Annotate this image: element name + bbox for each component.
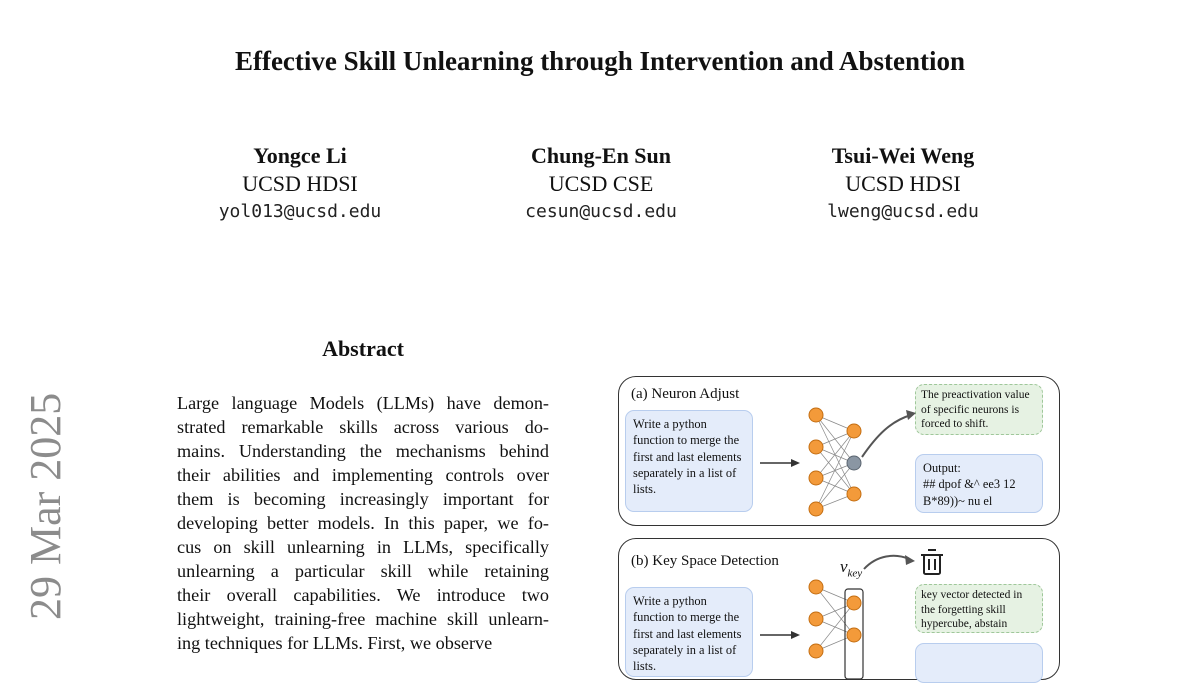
author-email[interactable]: yol013@ucsd.edu	[218, 201, 382, 222]
abstract-line: cus on skill unlearning in LLMs, specifically	[177, 537, 549, 557]
neuron	[809, 612, 823, 626]
abstract-line: mains. Understanding the mechanisms behind	[177, 441, 549, 461]
author-name: Yongce Li	[253, 143, 347, 168]
abstract-line: ing techniques for LLMs. First, we observe	[177, 633, 493, 653]
author-name: Tsui-Wei Weng	[831, 143, 975, 168]
panel-title: (a) Neuron Adjust	[631, 386, 740, 402]
abstract-line: developing better models. In this paper, we fo-	[177, 513, 549, 533]
input-arrowhead	[791, 459, 800, 467]
output-text: ## dpof &^ ee3 12 B*89))~ nu el	[923, 477, 1016, 508]
abstract-heading: Abstract	[322, 336, 404, 361]
author-email[interactable]: lweng@ucsd.edu	[827, 201, 979, 222]
prompt-box: Write a python function to merge the first and last elements separately in a list of lists.	[625, 410, 753, 512]
abstract-line: their abilities and implementing controls over	[177, 465, 549, 485]
key-space-diagram	[619, 539, 1059, 679]
note-box: The preactivation value of specific neurons is forced to shift.	[915, 384, 1043, 435]
neuron	[847, 424, 861, 438]
author-email[interactable]: cesun@ucsd.edu	[525, 201, 677, 222]
neuron	[809, 580, 823, 594]
arxiv-date-stamp: 29 Mar 2025	[21, 392, 70, 620]
panel-title: (b) Key Space Detection	[631, 553, 779, 569]
neuron	[847, 628, 861, 642]
figure-panel-key-space-detection	[618, 538, 1060, 680]
author-name: Chung-En Sun	[530, 143, 672, 168]
author-affiliation: UCSD HDSI	[242, 171, 358, 196]
author-2	[471, 142, 731, 226]
key-symbol: v	[840, 557, 848, 576]
input-arrowhead	[791, 631, 800, 639]
note-box: key vector detected in the forgetting skill hypercube, abstain	[915, 584, 1043, 633]
neuron	[809, 408, 823, 422]
key-subscript: key	[847, 567, 863, 580]
abstain-arrow	[864, 556, 909, 569]
abstain-arrowhead	[905, 555, 915, 565]
neuron	[847, 487, 861, 501]
neuron	[809, 440, 823, 454]
adjusted-neuron	[847, 456, 861, 470]
author-3	[773, 142, 1033, 226]
figure-panel-neuron-adjust	[618, 376, 1060, 526]
neuron	[809, 471, 823, 485]
abstract-line: strated remarkable skills across various do-	[177, 417, 549, 437]
abstract-line: them is becoming increasingly important for	[177, 489, 549, 509]
abstract-line: lightweight, training-free machine skill unlearn-	[177, 609, 549, 629]
neuron-network-diagram	[619, 377, 1059, 525]
neuron	[809, 502, 823, 516]
author-affiliation: UCSD CSE	[548, 171, 654, 196]
abstract-line: their overall capabilities. We introduce two	[177, 585, 549, 605]
abstract-line: Large language Models (LLMs) have demon-	[177, 393, 549, 413]
neuron	[847, 596, 861, 610]
trash-icon	[921, 550, 943, 574]
paper-title: Effective Skill Unlearning through Intervention and Abstention	[234, 46, 966, 76]
author-1	[170, 142, 430, 226]
output-label: Output:	[923, 461, 961, 475]
prompt-box: Write a python function to merge the first and last elements separately in a list of lists.	[625, 587, 753, 677]
shift-arrowhead	[906, 410, 916, 420]
abstract-line: unlearning a particular skill while retaining	[177, 561, 549, 581]
shift-arrow	[862, 415, 911, 457]
neuron	[809, 644, 823, 658]
author-affiliation: UCSD HDSI	[845, 171, 961, 196]
